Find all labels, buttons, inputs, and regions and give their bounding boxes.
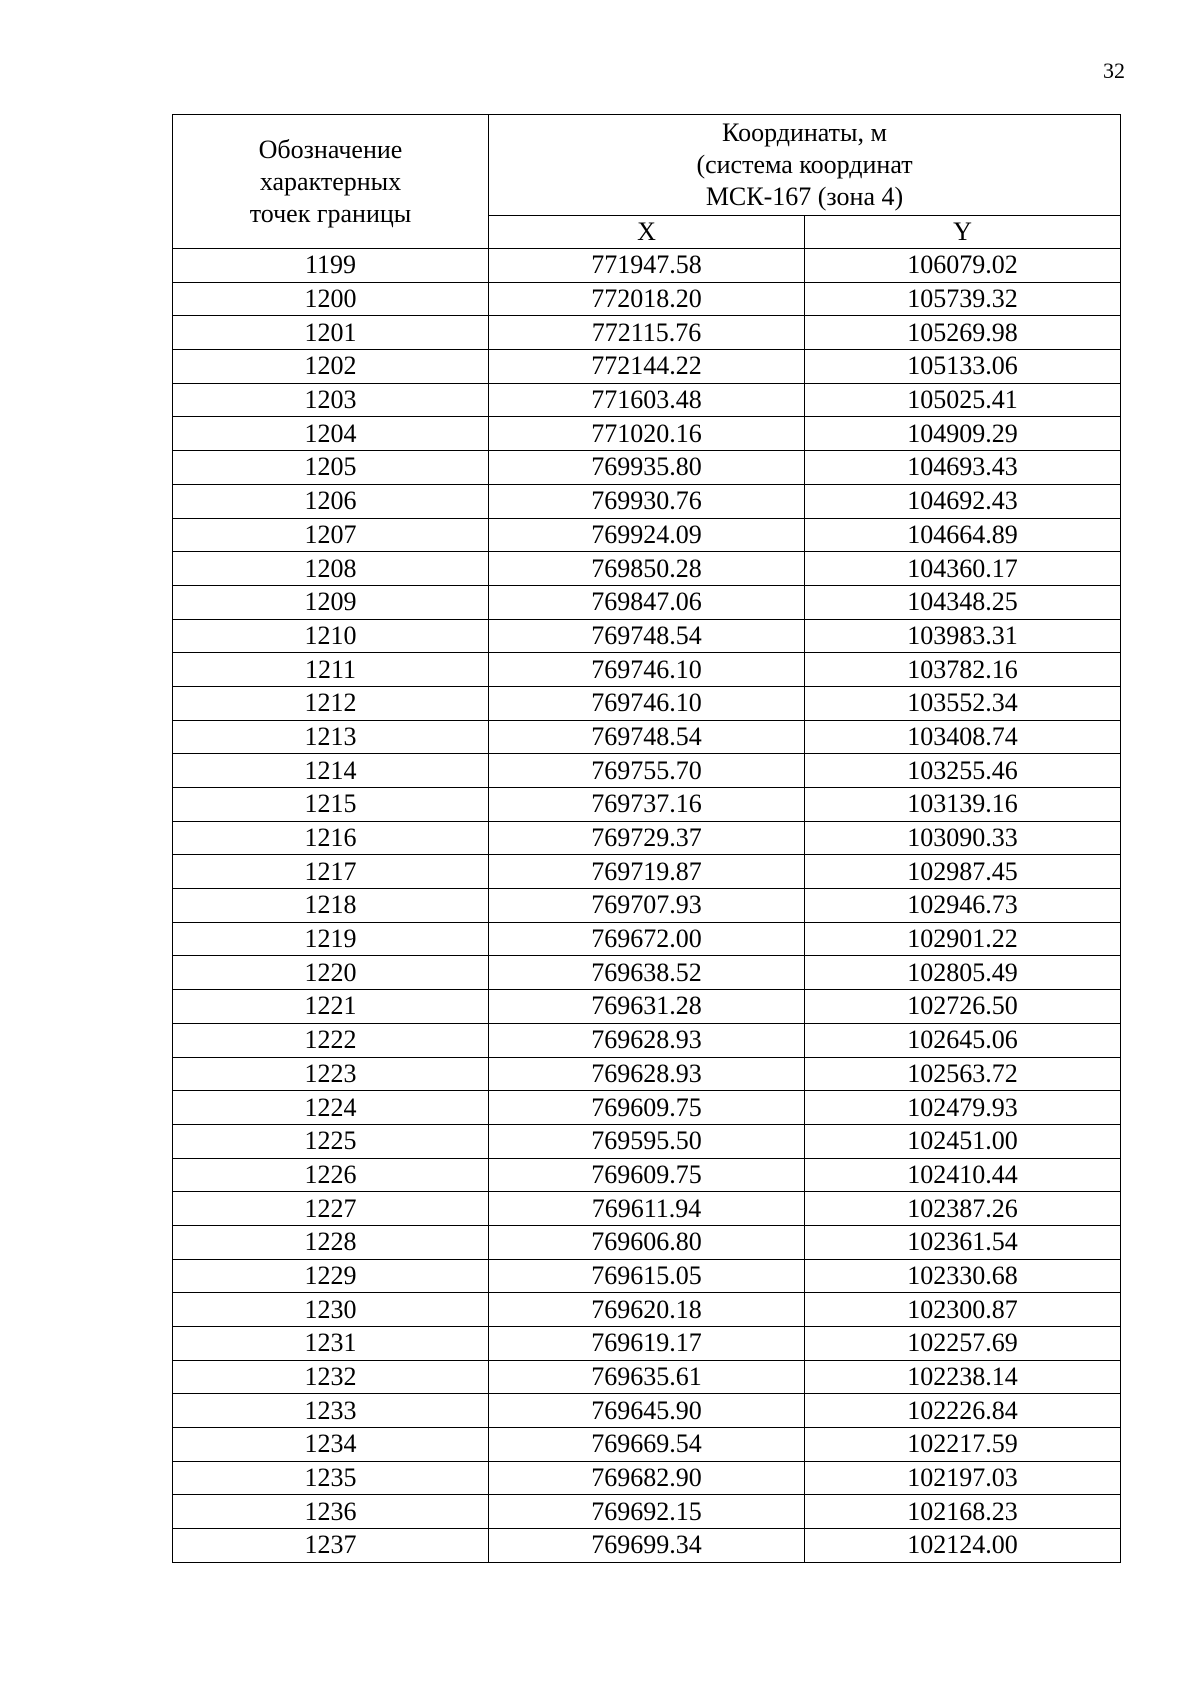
y-cell: 102645.06 — [805, 1023, 1121, 1057]
point-cell: 1227 — [173, 1192, 489, 1226]
table-row — [173, 316, 1121, 350]
table-row — [173, 383, 1121, 417]
point-cell: 1200 — [173, 282, 489, 316]
table-row — [173, 1394, 1121, 1428]
y-cell: 102387.26 — [805, 1192, 1121, 1226]
table-row — [173, 282, 1121, 316]
coordinates-table — [172, 114, 1121, 1563]
point-cell: 1218 — [173, 889, 489, 923]
x-cell: 769606.80 — [489, 1225, 805, 1259]
header-designation-line: характерных — [259, 166, 402, 196]
y-cell: 102479.93 — [805, 1091, 1121, 1125]
y-cell: 103139.16 — [805, 788, 1121, 822]
y-cell: 103090.33 — [805, 821, 1121, 855]
point-cell: 1219 — [173, 922, 489, 956]
point-cell: 1210 — [173, 619, 489, 653]
table-row — [173, 1428, 1121, 1462]
point-cell: 1231 — [173, 1327, 489, 1361]
point-cell: 1230 — [173, 1293, 489, 1327]
y-cell: 104692.43 — [805, 484, 1121, 518]
table-row — [173, 1158, 1121, 1192]
table-row — [173, 1124, 1121, 1158]
point-cell: 1236 — [173, 1495, 489, 1529]
table-row — [173, 754, 1121, 788]
table-row — [173, 956, 1121, 990]
y-cell: 106079.02 — [805, 249, 1121, 283]
point-cell: 1207 — [173, 518, 489, 552]
point-cell: 1225 — [173, 1124, 489, 1158]
table-row — [173, 855, 1121, 889]
x-cell: 769930.76 — [489, 484, 805, 518]
table-row — [173, 1495, 1121, 1529]
table-row — [173, 619, 1121, 653]
y-cell: 102410.44 — [805, 1158, 1121, 1192]
point-cell: 1228 — [173, 1225, 489, 1259]
y-cell: 105269.98 — [805, 316, 1121, 350]
table-row — [173, 417, 1121, 451]
point-cell: 1212 — [173, 686, 489, 720]
y-cell: 102226.84 — [805, 1394, 1121, 1428]
table-row — [173, 1057, 1121, 1091]
table-row — [173, 484, 1121, 518]
table-header — [173, 115, 1121, 249]
table-row — [173, 990, 1121, 1024]
point-cell: 1221 — [173, 990, 489, 1024]
y-cell: 104360.17 — [805, 552, 1121, 586]
point-cell: 1232 — [173, 1360, 489, 1394]
point-cell: 1204 — [173, 417, 489, 451]
x-cell: 769609.75 — [489, 1091, 805, 1125]
x-cell: 769707.93 — [489, 889, 805, 923]
point-cell: 1203 — [173, 383, 489, 417]
point-cell: 1224 — [173, 1091, 489, 1125]
x-cell: 772144.22 — [489, 350, 805, 384]
y-cell: 102257.69 — [805, 1327, 1121, 1361]
header-designation-line: Обозначение — [258, 134, 403, 164]
table-row — [173, 518, 1121, 552]
y-cell: 102901.22 — [805, 922, 1121, 956]
x-cell: 769631.28 — [489, 990, 805, 1024]
header-coords-line: (система координат — [696, 149, 913, 179]
table-row — [173, 552, 1121, 586]
y-cell: 102726.50 — [805, 990, 1121, 1024]
x-cell: 769615.05 — [489, 1259, 805, 1293]
y-cell: 102987.45 — [805, 855, 1121, 889]
point-cell: 1205 — [173, 451, 489, 485]
point-cell: 1206 — [173, 484, 489, 518]
y-cell: 102330.68 — [805, 1259, 1121, 1293]
x-cell: 769619.17 — [489, 1327, 805, 1361]
x-cell: 769682.90 — [489, 1461, 805, 1495]
table-row — [173, 653, 1121, 687]
x-cell: 769746.10 — [489, 686, 805, 720]
y-cell: 105025.41 — [805, 383, 1121, 417]
table-row — [173, 889, 1121, 923]
point-cell: 1237 — [173, 1529, 489, 1563]
y-cell: 102300.87 — [805, 1293, 1121, 1327]
x-cell: 769645.90 — [489, 1394, 805, 1428]
x-cell: 769847.06 — [489, 585, 805, 619]
x-cell: 771947.58 — [489, 249, 805, 283]
x-cell: 769746.10 — [489, 653, 805, 687]
table-row — [173, 1293, 1121, 1327]
x-cell: 769850.28 — [489, 552, 805, 586]
point-cell: 1201 — [173, 316, 489, 350]
point-cell: 1215 — [173, 788, 489, 822]
x-cell: 769719.87 — [489, 855, 805, 889]
x-cell: 769748.54 — [489, 720, 805, 754]
y-cell: 102563.72 — [805, 1057, 1121, 1091]
point-cell: 1208 — [173, 552, 489, 586]
table-body — [173, 249, 1121, 1563]
table-row — [173, 1023, 1121, 1057]
point-cell: 1233 — [173, 1394, 489, 1428]
point-cell: 1234 — [173, 1428, 489, 1462]
x-cell: 769748.54 — [489, 619, 805, 653]
x-cell: 769609.75 — [489, 1158, 805, 1192]
y-cell: 103983.31 — [805, 619, 1121, 653]
table-row — [173, 788, 1121, 822]
y-cell: 104909.29 — [805, 417, 1121, 451]
table-row — [173, 350, 1121, 384]
x-cell: 769595.50 — [489, 1124, 805, 1158]
table-row — [173, 720, 1121, 754]
point-cell: 1222 — [173, 1023, 489, 1057]
table-row — [173, 1327, 1121, 1361]
point-cell: 1229 — [173, 1259, 489, 1293]
x-cell: 769699.34 — [489, 1529, 805, 1563]
table-row — [173, 585, 1121, 619]
table-row — [173, 1259, 1121, 1293]
x-cell: 769755.70 — [489, 754, 805, 788]
y-cell: 102238.14 — [805, 1360, 1121, 1394]
x-cell: 769737.16 — [489, 788, 805, 822]
x-cell: 769628.93 — [489, 1023, 805, 1057]
y-cell: 102217.59 — [805, 1428, 1121, 1462]
y-cell: 104348.25 — [805, 585, 1121, 619]
y-cell: 102946.73 — [805, 889, 1121, 923]
table-row — [173, 1529, 1121, 1563]
y-cell: 105133.06 — [805, 350, 1121, 384]
y-cell: 102451.00 — [805, 1124, 1121, 1158]
header-coordinates — [489, 115, 1121, 216]
x-cell: 772018.20 — [489, 282, 805, 316]
header-point-designation — [173, 115, 489, 249]
x-cell: 769692.15 — [489, 1495, 805, 1529]
point-cell: 1226 — [173, 1158, 489, 1192]
header-coords-line: Координаты, м — [722, 117, 887, 147]
x-cell: 769628.93 — [489, 1057, 805, 1091]
y-cell: 102805.49 — [805, 956, 1121, 990]
table-row — [173, 1225, 1121, 1259]
table-row — [173, 451, 1121, 485]
point-cell: 1211 — [173, 653, 489, 687]
table-row — [173, 686, 1121, 720]
table-row — [173, 1091, 1121, 1125]
x-cell: 771603.48 — [489, 383, 805, 417]
y-cell: 104693.43 — [805, 451, 1121, 485]
point-cell: 1223 — [173, 1057, 489, 1091]
x-cell: 772115.76 — [489, 316, 805, 350]
x-cell: 769611.94 — [489, 1192, 805, 1226]
header-coords-line: МСК-167 (зона 4) — [705, 181, 904, 211]
x-cell: 771020.16 — [489, 417, 805, 451]
y-cell: 103552.34 — [805, 686, 1121, 720]
point-cell: 1213 — [173, 720, 489, 754]
y-cell: 105739.32 — [805, 282, 1121, 316]
x-cell: 769672.00 — [489, 922, 805, 956]
x-cell: 769669.54 — [489, 1428, 805, 1462]
y-cell: 104664.89 — [805, 518, 1121, 552]
x-cell: 769620.18 — [489, 1293, 805, 1327]
page-number: 32 — [1103, 58, 1125, 83]
y-cell: 102361.54 — [805, 1225, 1121, 1259]
x-cell: 769924.09 — [489, 518, 805, 552]
x-cell: 769729.37 — [489, 821, 805, 855]
point-cell: 1202 — [173, 350, 489, 384]
point-cell: 1217 — [173, 855, 489, 889]
x-cell: 769935.80 — [489, 451, 805, 485]
header-row-top — [173, 115, 1121, 216]
y-cell: 102124.00 — [805, 1529, 1121, 1563]
table-row — [173, 922, 1121, 956]
header-x: X — [489, 215, 805, 249]
table-row — [173, 821, 1121, 855]
table-row — [173, 249, 1121, 283]
y-cell: 102168.23 — [805, 1495, 1121, 1529]
y-cell: 103782.16 — [805, 653, 1121, 687]
table-row — [173, 1461, 1121, 1495]
x-cell: 769635.61 — [489, 1360, 805, 1394]
table-row — [173, 1192, 1121, 1226]
table-row — [173, 1360, 1121, 1394]
x-cell: 769638.52 — [489, 956, 805, 990]
point-cell: 1209 — [173, 585, 489, 619]
point-cell: 1235 — [173, 1461, 489, 1495]
y-cell: 103408.74 — [805, 720, 1121, 754]
y-cell: 102197.03 — [805, 1461, 1121, 1495]
header-y: Y — [805, 215, 1121, 249]
point-cell: 1214 — [173, 754, 489, 788]
header-designation-line: точек границы — [249, 198, 412, 228]
point-cell: 1216 — [173, 821, 489, 855]
y-cell: 103255.46 — [805, 754, 1121, 788]
point-cell: 1220 — [173, 956, 489, 990]
point-cell: 1199 — [173, 249, 489, 283]
